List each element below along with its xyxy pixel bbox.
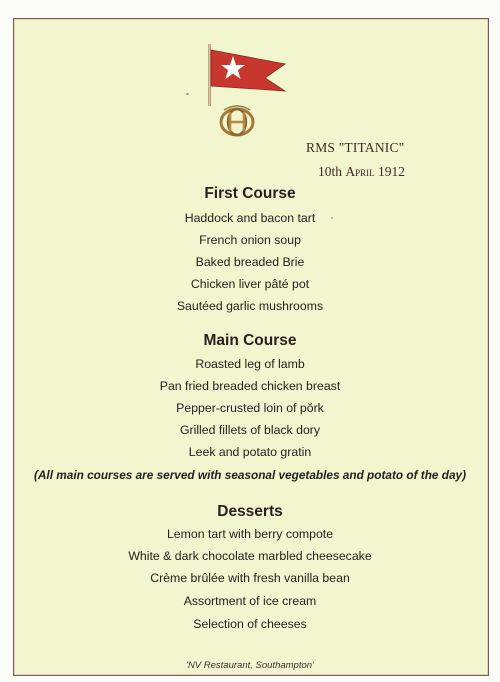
desserts-title: Desserts [217, 503, 283, 520]
menu-item: Leek and potato gratin [188, 445, 312, 459]
menu-item: Assortment of ice cream [183, 594, 317, 608]
menu-item: Pan fried breaded chicken breast [159, 379, 341, 393]
menu-item: White & dark chocolate marbled cheesecake [128, 549, 372, 563]
white-star-line-flag-icon [207, 42, 291, 108]
menu-date [318, 164, 405, 180]
main-course-note: (All main courses are served with seasonal vegetables and potato of the day) [33, 468, 467, 482]
restaurant-footer: 'NV Restaurant, Southampton' [186, 660, 314, 671]
main-course-title: Main Course [203, 332, 297, 349]
paper-speck [186, 93, 189, 95]
date-year: 1912 [378, 164, 406, 179]
first-course-title: First Course [204, 185, 296, 202]
ship-name: RMS "TITANIC" [306, 140, 405, 155]
menu-item: Selection of cheeses [193, 617, 307, 631]
date-day: 10th [318, 164, 343, 179]
menu-item: Pepper-crusted loin of pŏrk [176, 401, 324, 415]
menu-item: Crème brûlée with fresh vanilla bean [150, 571, 350, 585]
menu-item: French onion soup [199, 233, 301, 247]
menu-item: Haddock and bacon tart [184, 211, 316, 225]
menu-item: Chicken liver pâté pot [190, 277, 310, 291]
menu-item: Grilled fillets of black dory [179, 423, 321, 437]
menu-item: Lemon tart with berry compote [166, 527, 334, 541]
date-month: April [345, 164, 375, 179]
monogram-emblem-icon [218, 104, 256, 140]
menu-item: Roasted leg of lamb [195, 357, 305, 371]
menu-item: Baked breaded Brie [195, 255, 305, 269]
menu-item: Sautéed garlic mushrooms [176, 299, 324, 313]
